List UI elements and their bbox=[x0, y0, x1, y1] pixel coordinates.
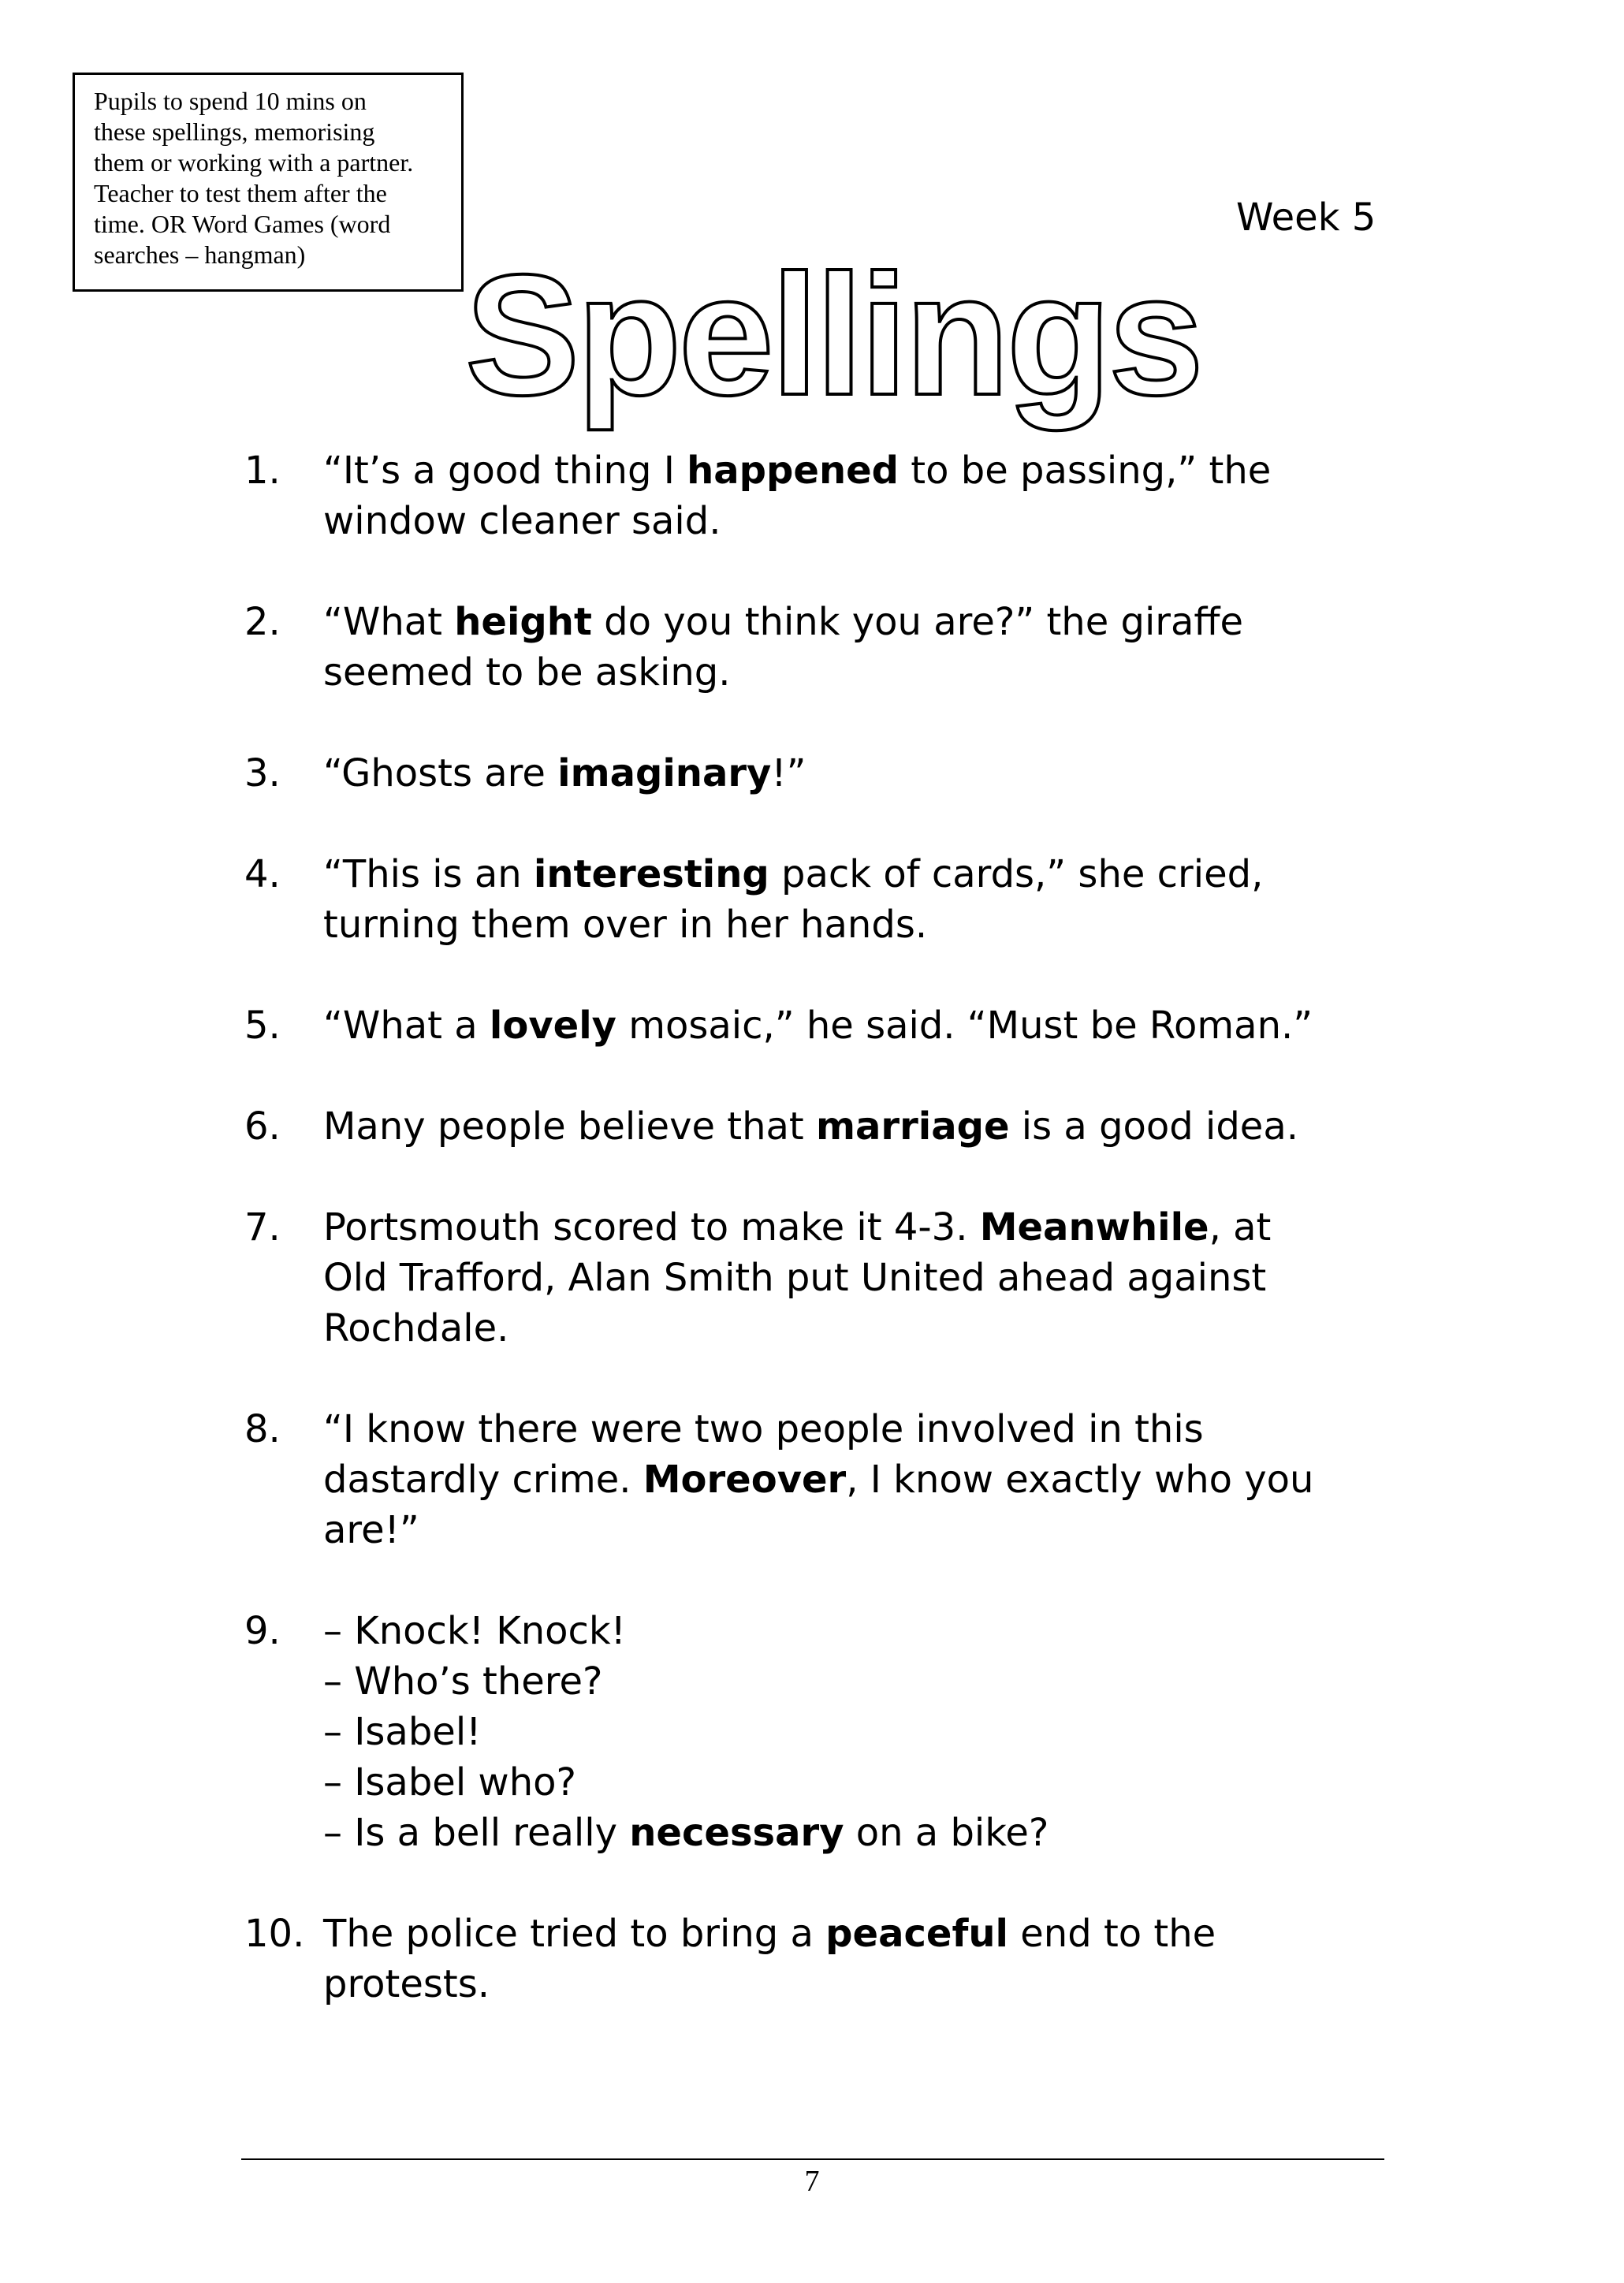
item-number: 9. bbox=[244, 1609, 281, 1653]
note-line: time. OR Word Games (word bbox=[94, 210, 391, 238]
list-item bbox=[237, 597, 1403, 698]
note-line: Pupils to spend 10 mins on bbox=[94, 87, 367, 115]
spelling-sentence-list bbox=[237, 445, 1403, 2060]
list-item bbox=[237, 1202, 1403, 1354]
item-line: dastardly crime. Moreover, I know exactly who you bbox=[323, 1458, 1314, 1502]
item-line: – Isabel who? bbox=[323, 1760, 576, 1804]
list-item bbox=[237, 1101, 1403, 1152]
item-line: “This is an interesting pack of cards,” she cried, bbox=[323, 852, 1264, 896]
spelling-word: Moreover bbox=[643, 1458, 847, 1502]
item-line: Old Trafford, Alan Smith put United ahead against bbox=[323, 1256, 1267, 1300]
spelling-word: peaceful bbox=[825, 1912, 1008, 1956]
item-line: Many people believe that marriage is a good idea. bbox=[323, 1104, 1298, 1149]
item-line: Portsmouth scored to make it 4-3. Meanwhile, at bbox=[323, 1205, 1272, 1250]
list-item bbox=[237, 748, 1403, 799]
item-line: Rochdale. bbox=[323, 1306, 509, 1350]
list-item bbox=[237, 1606, 1403, 1858]
spelling-word: necessary bbox=[629, 1811, 844, 1855]
teacher-note-box bbox=[73, 73, 464, 292]
item-line: turning them over in her hands. bbox=[323, 903, 928, 947]
note-line: them or working with a partner. bbox=[94, 148, 414, 177]
item-line: seemed to be asking. bbox=[323, 650, 731, 695]
list-item bbox=[237, 849, 1403, 950]
item-line: The police tried to bring a peaceful end to the bbox=[323, 1912, 1216, 1956]
page-title bbox=[457, 236, 1201, 441]
item-line: “What height do you think you are?” the giraffe bbox=[323, 600, 1244, 644]
item-line: “I know there were two people involved in this bbox=[323, 1407, 1204, 1451]
item-number: 4. bbox=[244, 852, 281, 896]
item-line: are!” bbox=[323, 1508, 419, 1552]
item-number: 10. bbox=[244, 1912, 305, 1956]
item-line: – Isabel! bbox=[323, 1710, 482, 1754]
item-line: – Is a bell really necessary on a bike? bbox=[323, 1811, 1049, 1855]
note-line: searches – hangman) bbox=[94, 240, 306, 269]
item-number: 7. bbox=[244, 1205, 281, 1250]
item-number: 6. bbox=[244, 1104, 281, 1149]
note-line: Teacher to test them after the bbox=[94, 179, 387, 207]
list-item bbox=[237, 445, 1403, 546]
item-number: 8. bbox=[244, 1407, 281, 1451]
list-item bbox=[237, 1404, 1403, 1555]
item-line: – Knock! Knock! bbox=[323, 1609, 626, 1653]
list-item bbox=[237, 1000, 1403, 1051]
week-label: Week 5 bbox=[1236, 196, 1376, 240]
spelling-word: marriage bbox=[816, 1104, 1010, 1149]
item-line: “What a lovely mosaic,” he said. “Must be Roman.” bbox=[323, 1004, 1313, 1048]
page-title-text: Spellings bbox=[465, 240, 1201, 431]
spelling-word: Meanwhile bbox=[979, 1205, 1209, 1250]
list-item bbox=[237, 1909, 1403, 2009]
item-line: “It’s a good thing I happened to be passing,” the bbox=[323, 449, 1272, 493]
item-number: 3. bbox=[244, 751, 281, 795]
item-number: 1. bbox=[244, 449, 281, 493]
spelling-word: imaginary bbox=[557, 751, 772, 795]
item-line: protests. bbox=[323, 1962, 490, 2006]
spelling-word: lovely bbox=[489, 1004, 616, 1048]
note-line: these spellings, memorising bbox=[94, 117, 375, 146]
spelling-word: interesting bbox=[533, 852, 769, 896]
page-number: 7 bbox=[804, 2165, 820, 2198]
item-line: – Who’s there? bbox=[323, 1659, 603, 1704]
item-number: 5. bbox=[244, 1004, 281, 1048]
footer-divider bbox=[241, 2158, 1384, 2160]
item-line: “Ghosts are imaginary!” bbox=[323, 751, 806, 795]
spelling-word: height bbox=[454, 600, 592, 644]
spelling-word: happened bbox=[687, 449, 900, 493]
item-number: 2. bbox=[244, 600, 281, 644]
item-line: window cleaner said. bbox=[323, 499, 721, 543]
